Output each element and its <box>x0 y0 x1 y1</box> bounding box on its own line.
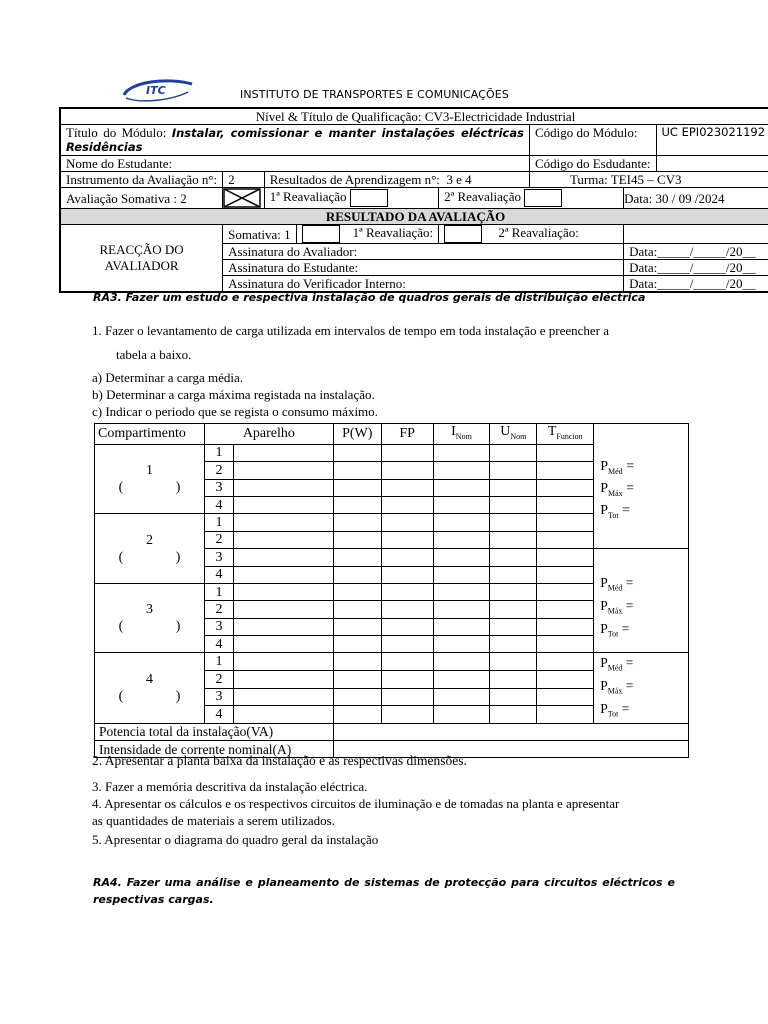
class-label: Turma: TEI45 – CV3 <box>529 172 768 188</box>
compartment-number: 2 <box>145 532 153 548</box>
col-time <box>537 424 594 445</box>
load-survey-table <box>94 423 689 758</box>
reeval1-label-row: 1ª Reavaliação: <box>352 225 434 240</box>
reeval2-label-row: 2ª Reavaliação: <box>498 225 579 240</box>
compartment-1 <box>95 444 205 514</box>
question-4-line2: as quantidades de materiais a serem utilizados. <box>92 813 335 828</box>
row-number: 1 <box>204 583 233 600</box>
institute-name: INSTITUTO DE TRANSPORTES E COMUNICAÇÕES <box>240 88 509 101</box>
reeval1-row-cell <box>296 225 438 244</box>
nominal-current-label: Intensidade de corrente nominal(A) <box>95 740 334 757</box>
qualification-title: Nível & Título de Qualificação: CV3-Electricidade Industrial <box>60 108 768 125</box>
student-code-label: Código do Esdudante: <box>529 156 656 172</box>
p-med-symbol: P <box>600 655 608 671</box>
result-title: RESULTADO DA AVALIAÇÃO <box>60 209 768 225</box>
cross-mark-icon <box>223 188 261 208</box>
p-med-symbol: P <box>600 459 609 474</box>
col-time-sub: Funcion <box>556 431 583 441</box>
device-cell[interactable] <box>233 444 333 461</box>
p-med-symbol: P <box>600 575 608 591</box>
question-1b: b) Determinar a carga máxima registada na instalação. <box>92 387 375 402</box>
sig-student-date: Data:_____/_____/20__ <box>624 260 768 276</box>
compartment-name-blank[interactable]: ( ) <box>118 480 181 496</box>
col-current <box>433 424 490 445</box>
question-5: 5. Apresentar o diagrama do quadro geral da instalação <box>92 832 379 847</box>
table-row <box>95 653 689 671</box>
question-3: 3. Fazer a memória descritiva da instalação eléctrica. <box>92 779 368 794</box>
reeval1-cell <box>264 188 438 209</box>
instrument-label: Instrumento da Avaliação n°: <box>60 172 223 188</box>
itc-logo <box>122 78 196 104</box>
p-tot-eq: = <box>618 620 630 636</box>
power-summary-1 <box>594 424 689 549</box>
compartment-4 <box>95 653 205 723</box>
header-form-table <box>59 107 768 293</box>
reeval1-label: 1ª Reavaliação <box>269 188 347 204</box>
reeval2-row-blank[interactable] <box>624 225 768 244</box>
total-power-label: Potencia total da instalação(VA) <box>95 723 334 740</box>
col-current-symbol: I <box>451 424 456 439</box>
col-voltage-sub: Nom <box>510 431 527 441</box>
reeval1-row-checkbox[interactable] <box>444 225 482 243</box>
row-number: 4 <box>204 706 233 724</box>
somativa-label: Somativa: 1 <box>228 226 291 242</box>
sig-evaluator: Assinatura do Avaliador: <box>223 244 624 260</box>
reeval2-checkbox[interactable] <box>524 189 562 207</box>
question-1c: c) Indicar o periodo que se regista o consumo máximo. <box>92 404 378 419</box>
sig-verifier-date: Data:_____/_____/20__ <box>624 276 768 293</box>
p-max-eq: = <box>622 678 634 694</box>
p-max-symbol: P <box>600 597 608 613</box>
p-med-sub: Méd <box>608 466 623 476</box>
col-voltage <box>490 424 537 445</box>
p-med-eq: = <box>622 459 635 474</box>
compartment-name-blank[interactable]: ( ) <box>118 619 181 635</box>
row-number: 2 <box>204 671 233 689</box>
col-voltage-symbol: U <box>500 424 511 439</box>
sig-verifier: Assinatura do Verificador Interno: <box>223 276 624 293</box>
col-pf: FP <box>381 424 433 445</box>
question-1-line1: 1. Fazer o levantamento de carga utilizada em intervalos de tempo em toda instalação e preencher a <box>92 323 610 338</box>
total-power-value[interactable] <box>333 723 688 740</box>
compartment-number: 4 <box>145 672 153 688</box>
reeval2-row-cell <box>439 225 624 244</box>
compartment-3 <box>95 583 205 653</box>
row-number: 2 <box>204 531 233 548</box>
p-max-sub: Máx <box>607 686 623 696</box>
question-4-line1: 4. Apresentar os cálculos e os respectivos circuitos de iluminação e de tomadas na planta e apresentar <box>92 796 620 811</box>
module-code-label: Código do Módulo: <box>529 125 656 156</box>
learning-results-cell <box>264 172 529 188</box>
reaction-label: REACÇÃO DO AVALIADOR <box>60 225 223 293</box>
reeval2-label: 2ª Reavaliação <box>444 188 521 204</box>
question-2: 2. Apresentar a planta baixa da instalação e as respectivas dimensões. <box>92 753 467 768</box>
p-tot-sub: Tot <box>607 629 619 639</box>
row-number: 4 <box>204 496 233 513</box>
sig-evaluator-date: Data:_____/_____/20__ <box>624 244 768 260</box>
question-1a: a) Determinar a carga média. <box>92 370 243 385</box>
p-tot-sub: Tot <box>608 510 619 520</box>
row-number: 3 <box>204 688 233 706</box>
compartment-name-blank[interactable]: ( ) <box>118 689 181 705</box>
logo-text: ITC <box>146 84 166 97</box>
col-current-sub: Nom <box>455 431 472 441</box>
learning-results-value: 3 e 4 <box>446 172 472 187</box>
summative-checkbox[interactable] <box>223 188 265 209</box>
p-tot-symbol: P <box>600 502 609 518</box>
student-name-label: Nome do Estudante: <box>60 156 529 172</box>
p-tot-eq: = <box>618 700 630 716</box>
col-compartment: Compartimento <box>95 424 205 445</box>
reeval1-checkbox[interactable] <box>350 189 388 207</box>
p-tot-symbol: P <box>600 620 608 636</box>
compartment-name-blank[interactable]: ( ) <box>118 549 181 565</box>
question-1-line2: tabela a baixo. <box>116 347 192 362</box>
p-tot-sub: Tot <box>607 709 619 719</box>
sig-student: Assinatura do Estudante: <box>223 260 624 276</box>
p-max-symbol: P <box>600 480 609 496</box>
module-code: UC EPI023021192 <box>656 125 768 156</box>
row-number: 3 <box>204 479 233 496</box>
col-time-symbol: T <box>547 424 557 439</box>
row-number: 2 <box>204 462 233 479</box>
p-tot-symbol: P <box>600 700 608 716</box>
row-number: 2 <box>204 601 233 618</box>
module-title: Instalar, comissionar e manter instalações eléctricas Residências <box>66 126 524 154</box>
p-max-sub: Máx <box>607 606 623 616</box>
row-number: 1 <box>204 653 233 671</box>
reeval2-cell <box>439 188 624 209</box>
row-number: 3 <box>204 549 233 566</box>
p-med-sub: Méd <box>607 664 623 674</box>
p-max-eq: = <box>622 597 634 613</box>
date-label: Data: 30 / 09 /2024 <box>624 188 768 209</box>
compartment-number: 1 <box>145 463 153 479</box>
instrument-value: 2 <box>223 172 265 188</box>
power-summary-2 <box>594 549 689 653</box>
ra3-title: RA3. Fazer um estudo e respectiva instalação de quadros gerais de distribuição eléctrica <box>93 291 646 304</box>
row-number: 3 <box>204 618 233 635</box>
module-title-label: Título do Módulo: <box>66 125 167 140</box>
p-max-symbol: P <box>600 678 608 694</box>
col-power: P(W) <box>333 424 381 445</box>
p-max-sub: Máx <box>608 488 623 498</box>
summative-label: Avaliação Somativa : 2 <box>60 188 223 209</box>
student-code-field[interactable] <box>656 156 768 172</box>
row-number: 4 <box>204 636 233 653</box>
compartment-2 <box>95 514 205 584</box>
learning-results-label: Resultados de Aprendizagem n°: <box>269 172 440 187</box>
row-number: 1 <box>204 514 233 531</box>
p-med-eq: = <box>622 575 634 591</box>
p-med-eq: = <box>622 655 634 671</box>
module-title-cell <box>60 125 529 156</box>
power-summary-3 <box>594 653 689 723</box>
p-med-sub: Méd <box>607 583 623 593</box>
row-number: 1 <box>204 444 233 461</box>
somativa-checkbox[interactable] <box>302 225 340 243</box>
col-device: Aparelho <box>204 424 333 445</box>
somativa-cell <box>223 225 296 244</box>
row-number: 4 <box>204 566 233 583</box>
compartment-number: 3 <box>145 602 153 618</box>
ra4-title: RA4. Fazer uma análise e planeamento de sistemas de protecção para circuitos eléctricos e respectivas cargas. <box>93 876 675 906</box>
p-max-eq: = <box>622 480 635 496</box>
p-tot-eq: = <box>618 502 630 518</box>
